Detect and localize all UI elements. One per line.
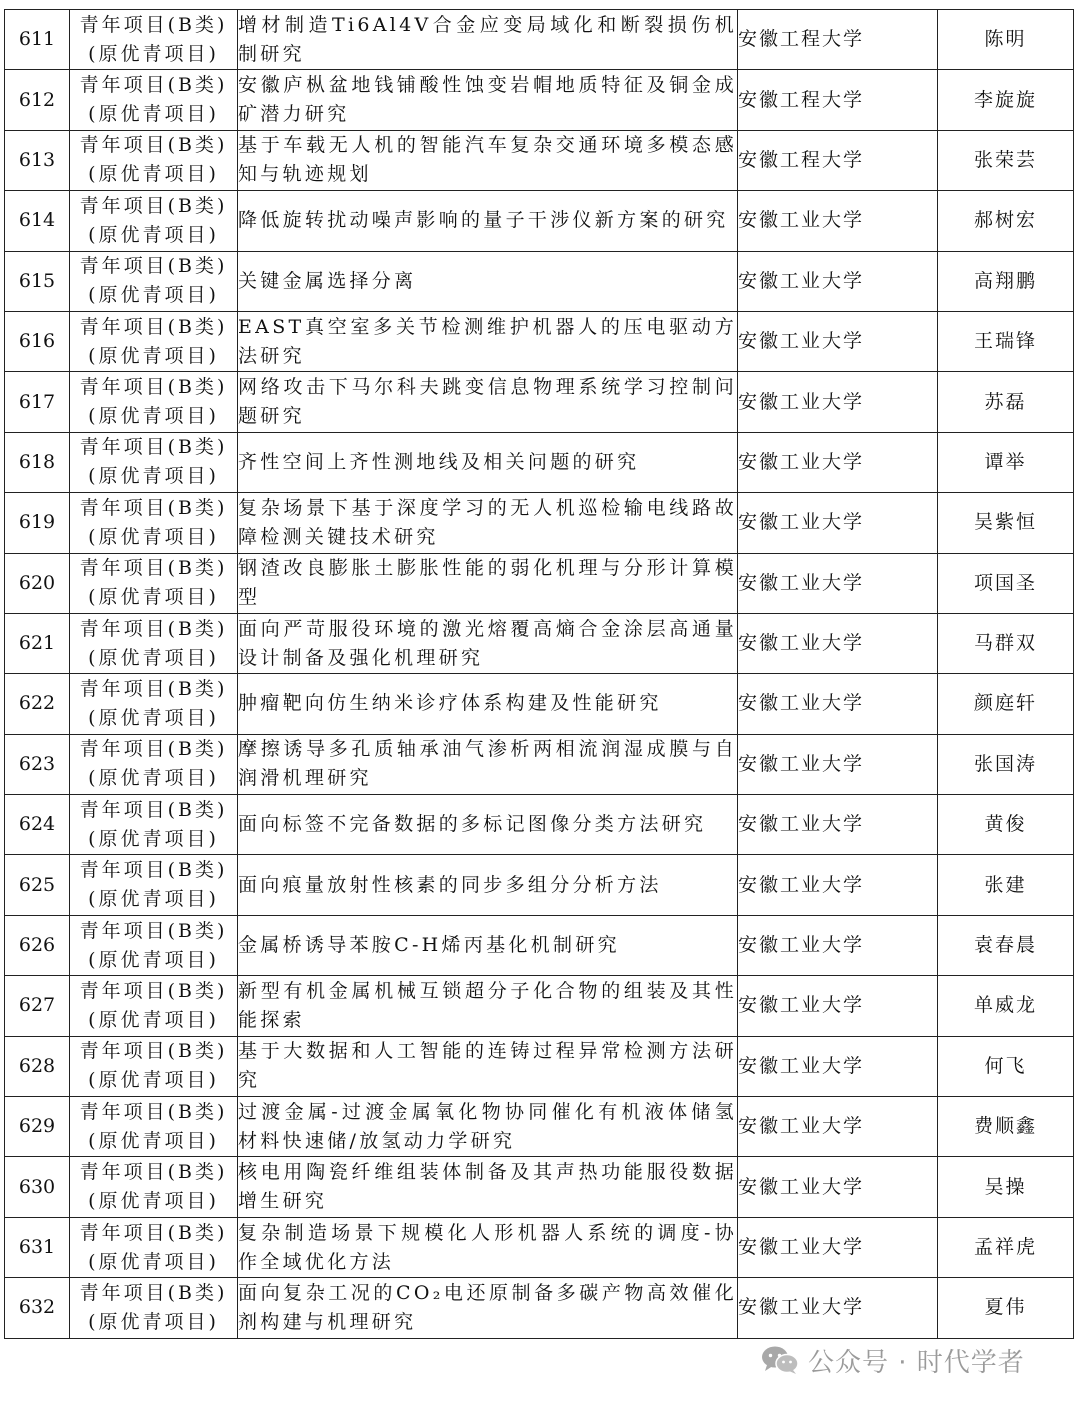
applicant-name: 项国圣 — [938, 553, 1074, 613]
institution: 安徽工业大学 — [738, 493, 938, 553]
project-title: 基于大数据和人工智能的连铸过程异常检测方法研究 — [238, 1036, 738, 1096]
applicant-name: 吴紫恒 — [938, 493, 1074, 553]
category-line-2: (原优青项目) — [88, 103, 219, 126]
project-title: 复杂制造场景下规模化人形机器人系统的调度-协作全域优化方法 — [238, 1217, 738, 1277]
table-row — [5, 976, 1074, 1036]
table-row — [5, 795, 1074, 855]
watermark-text: 公众号 · 时代学者 — [808, 1347, 1025, 1378]
category-line-1: 青年项目(B类) — [79, 74, 228, 97]
project-category — [70, 1278, 238, 1338]
category-line-2: (原优青项目) — [88, 344, 219, 367]
category-line-2: (原优青项目) — [88, 284, 219, 307]
table-row — [5, 553, 1074, 613]
project-title: 肿瘤靶向仿生纳米诊疗体系构建及性能研究 — [238, 674, 738, 734]
watermark — [760, 1342, 1025, 1378]
category-line-2: (原优青项目) — [88, 1129, 219, 1152]
applicant-name: 何飞 — [938, 1036, 1074, 1096]
applicant-name: 马群双 — [938, 613, 1074, 673]
institution: 安徽工业大学 — [738, 855, 938, 915]
table-row — [5, 70, 1074, 130]
project-title: 面向标签不完备数据的多标记图像分类方法研究 — [238, 795, 738, 855]
row-number: 612 — [5, 70, 70, 130]
project-title: 核电用陶瓷纤维组装体制备及其声热功能服役数据增生研究 — [238, 1157, 738, 1217]
project-category — [70, 432, 238, 492]
project-category — [70, 10, 238, 70]
project-category — [70, 493, 238, 553]
institution: 安徽工业大学 — [738, 1036, 938, 1096]
row-number: 627 — [5, 976, 70, 1036]
institution: 安徽工业大学 — [738, 432, 938, 492]
project-title: 面向痕量放射性核素的同步多组分分析方法 — [238, 855, 738, 915]
applicant-name: 黄俊 — [938, 795, 1074, 855]
table-row — [5, 372, 1074, 432]
project-title: 面向严苛服役环境的激光熔覆高熵合金涂层高通量设计制备及强化机理研究 — [238, 613, 738, 673]
category-line-2: (原优青项目) — [88, 465, 219, 488]
institution: 安徽工业大学 — [738, 976, 938, 1036]
project-title: 摩擦诱导多孔质轴承油气渗析两相流润湿成膜与自润滑机理研究 — [238, 734, 738, 794]
row-number: 625 — [5, 855, 70, 915]
category-line-1: 青年项目(B类) — [79, 677, 228, 700]
project-title: 金属桥诱导苯胺C-H烯丙基化机制研究 — [238, 915, 738, 975]
applicant-name: 张荣芸 — [938, 130, 1074, 190]
category-line-2: (原优青项目) — [88, 827, 219, 850]
category-line-1: 青年项目(B类) — [79, 1100, 228, 1123]
project-title: 增材制造Ti6Al4V合金应变局域化和断裂损伤机制研究 — [238, 10, 738, 70]
category-line-1: 青年项目(B类) — [79, 436, 228, 459]
table-row — [5, 493, 1074, 553]
table-row — [5, 855, 1074, 915]
applicant-name: 谭举 — [938, 432, 1074, 492]
category-line-1: 青年项目(B类) — [79, 134, 228, 157]
project-title: 齐性空间上齐性测地线及相关问题的研究 — [238, 432, 738, 492]
project-category — [70, 915, 238, 975]
category-line-1: 青年项目(B类) — [79, 738, 228, 761]
row-number: 631 — [5, 1217, 70, 1277]
category-line-2: (原优青项目) — [88, 1310, 219, 1333]
table-row — [5, 915, 1074, 975]
project-category — [70, 372, 238, 432]
row-number: 615 — [5, 251, 70, 311]
project-category — [70, 251, 238, 311]
table-row — [5, 251, 1074, 311]
award-list-table — [4, 9, 1074, 1339]
institution: 安徽工业大学 — [738, 553, 938, 613]
project-category — [70, 1157, 238, 1217]
category-line-1: 青年项目(B类) — [79, 979, 228, 1002]
category-line-1: 青年项目(B类) — [79, 1161, 228, 1184]
row-number: 630 — [5, 1157, 70, 1217]
table-row — [5, 130, 1074, 190]
applicant-name: 费顺鑫 — [938, 1097, 1074, 1157]
project-title: 面向复杂工况的CO₂电还原制备多碳产物高效催化剂构建与机理研究 — [238, 1278, 738, 1338]
project-title: 安徽庐枞盆地钱铺酸性蚀变岩帽地质特征及铜金成矿潜力研究 — [238, 70, 738, 130]
category-line-2: (原优青项目) — [88, 1250, 219, 1273]
institution: 安徽工业大学 — [738, 1278, 938, 1338]
category-line-1: 青年项目(B类) — [79, 376, 228, 399]
institution: 安徽工业大学 — [738, 915, 938, 975]
category-line-2: (原优青项目) — [88, 223, 219, 246]
category-line-1: 青年项目(B类) — [79, 255, 228, 278]
project-category — [70, 1036, 238, 1096]
project-category — [70, 1217, 238, 1277]
institution: 安徽工业大学 — [738, 372, 938, 432]
category-line-2: (原优青项目) — [88, 888, 219, 911]
institution: 安徽工业大学 — [738, 795, 938, 855]
applicant-name: 张建 — [938, 855, 1074, 915]
category-line-1: 青年项目(B类) — [79, 496, 228, 519]
category-line-2: (原优青项目) — [88, 706, 219, 729]
applicant-name: 郝树宏 — [938, 191, 1074, 251]
project-category — [70, 1097, 238, 1157]
category-line-2: (原优青项目) — [88, 586, 219, 609]
category-line-2: (原优青项目) — [88, 405, 219, 428]
category-line-2: (原优青项目) — [88, 525, 219, 548]
table-row — [5, 10, 1074, 70]
table-row — [5, 613, 1074, 673]
applicant-name: 陈明 — [938, 10, 1074, 70]
category-line-2: (原优青项目) — [88, 1069, 219, 1092]
row-number: 623 — [5, 734, 70, 794]
institution: 安徽工业大学 — [738, 734, 938, 794]
institution: 安徽工业大学 — [738, 251, 938, 311]
applicant-name: 李旋旋 — [938, 70, 1074, 130]
institution: 安徽工业大学 — [738, 311, 938, 371]
applicant-name: 袁春晨 — [938, 915, 1074, 975]
table-row — [5, 1097, 1074, 1157]
row-number: 629 — [5, 1097, 70, 1157]
table-row — [5, 191, 1074, 251]
category-line-1: 青年项目(B类) — [79, 1040, 228, 1063]
institution: 安徽工程大学 — [738, 10, 938, 70]
project-category — [70, 70, 238, 130]
row-number: 616 — [5, 311, 70, 371]
project-title: 降低旋转扰动噪声影响的量子干涉仪新方案的研究 — [238, 191, 738, 251]
table-row — [5, 1278, 1074, 1338]
row-number: 622 — [5, 674, 70, 734]
category-line-1: 青年项目(B类) — [79, 13, 228, 36]
project-title: 关键金属选择分离 — [238, 251, 738, 311]
applicant-name: 苏磊 — [938, 372, 1074, 432]
category-line-2: (原优青项目) — [88, 1190, 219, 1213]
row-number: 621 — [5, 613, 70, 673]
row-number: 628 — [5, 1036, 70, 1096]
row-number: 620 — [5, 553, 70, 613]
project-category — [70, 613, 238, 673]
category-line-1: 青年项目(B类) — [79, 617, 228, 640]
row-number: 617 — [5, 372, 70, 432]
institution: 安徽工业大学 — [738, 613, 938, 673]
project-title: 基于车载无人机的智能汽车复杂交通环境多模态感知与轨迹规划 — [238, 130, 738, 190]
project-title: 网络攻击下马尔科夫跳变信息物理系统学习控制问题研究 — [238, 372, 738, 432]
category-line-1: 青年项目(B类) — [79, 919, 228, 942]
project-category — [70, 795, 238, 855]
applicant-name: 王瑞锋 — [938, 311, 1074, 371]
category-line-2: (原优青项目) — [88, 1008, 219, 1031]
table-row — [5, 311, 1074, 371]
table-row — [5, 734, 1074, 794]
category-line-1: 青年项目(B类) — [79, 557, 228, 580]
table-row — [5, 1036, 1074, 1096]
category-line-1: 青年项目(B类) — [79, 798, 228, 821]
institution: 安徽工业大学 — [738, 1217, 938, 1277]
category-line-2: (原优青项目) — [88, 42, 219, 65]
institution: 安徽工程大学 — [738, 70, 938, 130]
project-category — [70, 553, 238, 613]
institution: 安徽工业大学 — [738, 674, 938, 734]
row-number: 619 — [5, 493, 70, 553]
wechat-icon — [760, 1345, 800, 1375]
category-line-2: (原优青项目) — [88, 646, 219, 669]
project-category — [70, 311, 238, 371]
project-category — [70, 130, 238, 190]
row-number: 632 — [5, 1278, 70, 1338]
project-title: 钢渣改良膨胀土膨胀性能的弱化机理与分形计算模型 — [238, 553, 738, 613]
institution: 安徽工业大学 — [738, 1097, 938, 1157]
institution: 安徽工业大学 — [738, 1157, 938, 1217]
table-row — [5, 1217, 1074, 1277]
project-category — [70, 734, 238, 794]
applicant-name: 吴操 — [938, 1157, 1074, 1217]
category-line-1: 青年项目(B类) — [79, 859, 228, 882]
institution: 安徽工程大学 — [738, 130, 938, 190]
category-line-1: 青年项目(B类) — [79, 1221, 228, 1244]
project-category — [70, 674, 238, 734]
project-title: 过渡金属-过渡金属氧化物协同催化有机液体储氢材料快速储/放氢动力学研究 — [238, 1097, 738, 1157]
project-category — [70, 855, 238, 915]
category-line-2: (原优青项目) — [88, 767, 219, 790]
category-line-1: 青年项目(B类) — [79, 315, 228, 338]
row-number: 626 — [5, 915, 70, 975]
applicant-name: 张国涛 — [938, 734, 1074, 794]
category-line-2: (原优青项目) — [88, 948, 219, 971]
applicant-name: 孟祥虎 — [938, 1217, 1074, 1277]
row-number: 614 — [5, 191, 70, 251]
category-line-2: (原优青项目) — [88, 163, 219, 186]
applicant-name: 夏伟 — [938, 1278, 1074, 1338]
project-category — [70, 976, 238, 1036]
row-number: 624 — [5, 795, 70, 855]
row-number: 611 — [5, 10, 70, 70]
row-number: 618 — [5, 432, 70, 492]
table-row — [5, 432, 1074, 492]
project-title: EAST真空室多关节检测维护机器人的压电驱动方法研究 — [238, 311, 738, 371]
project-title: 新型有机金属机械互锁超分子化合物的组装及其性能探索 — [238, 976, 738, 1036]
institution: 安徽工业大学 — [738, 191, 938, 251]
table-row — [5, 674, 1074, 734]
table-row — [5, 1157, 1074, 1217]
applicant-name: 高翔鹏 — [938, 251, 1074, 311]
table-body — [5, 10, 1074, 1339]
row-number: 613 — [5, 130, 70, 190]
category-line-1: 青年项目(B类) — [79, 194, 228, 217]
applicant-name: 颜庭轩 — [938, 674, 1074, 734]
project-category — [70, 191, 238, 251]
project-title: 复杂场景下基于深度学习的无人机巡检输电线路故障检测关键技术研究 — [238, 493, 738, 553]
category-line-1: 青年项目(B类) — [79, 1281, 228, 1304]
applicant-name: 单威龙 — [938, 976, 1074, 1036]
